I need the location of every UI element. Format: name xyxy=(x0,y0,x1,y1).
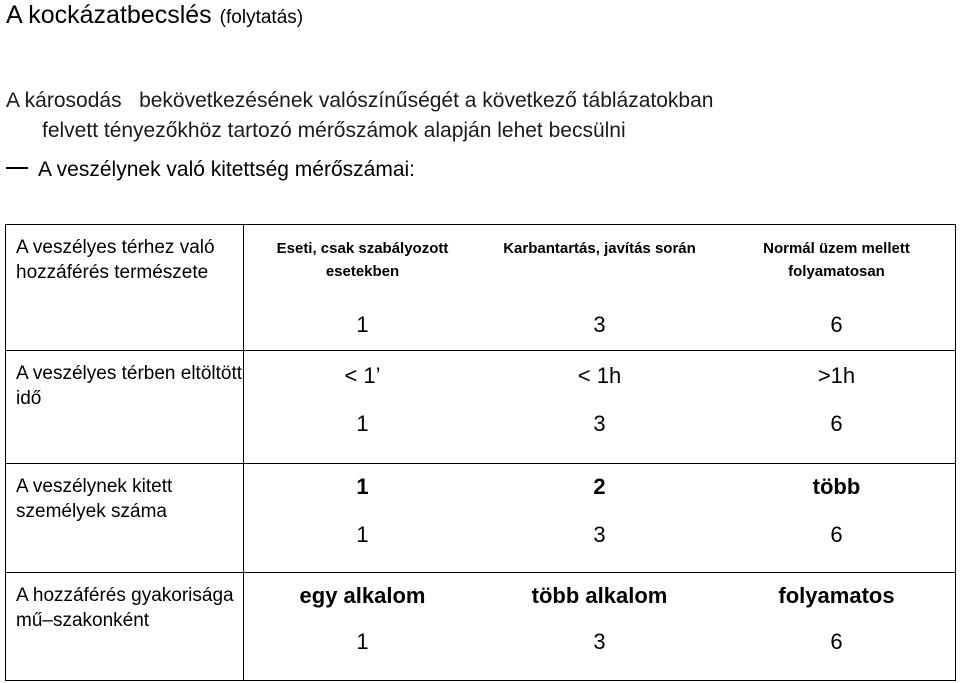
table-row xyxy=(6,464,956,573)
page-title xyxy=(6,0,303,33)
row-values xyxy=(244,225,956,351)
table-row xyxy=(6,573,956,681)
option-value: < 1h xyxy=(577,363,622,388)
option-header: Karbantartás, javítás során xyxy=(503,240,696,257)
score-value: 3 xyxy=(593,629,606,654)
score-value: 6 xyxy=(830,629,843,654)
row-values xyxy=(244,464,956,573)
row-label: A veszélynek kitett személyek száma xyxy=(6,464,244,573)
score-value: 3 xyxy=(593,411,606,436)
dash-bullet-icon xyxy=(6,167,28,169)
option-value: egy alkalom xyxy=(299,583,426,608)
intro-paragraph xyxy=(6,86,946,146)
option-header: Normál üzem mellett folyamatosan xyxy=(763,240,910,280)
score-value: 6 xyxy=(830,411,843,436)
option-value: 1 xyxy=(356,474,369,499)
row-label: A hozzáférés gyakorisága mű–szakonként xyxy=(6,573,244,681)
score-row xyxy=(244,625,955,655)
option-value: >1h xyxy=(817,363,856,388)
score-value: 3 xyxy=(593,312,606,337)
row-label: A veszélyes térben eltöltött idő xyxy=(6,351,244,464)
bullet-text: A veszélynek való kitettség mérőszámai: xyxy=(38,158,415,181)
score-value: 6 xyxy=(830,522,843,547)
option-header: Eseti, csak szabályozott esetekben xyxy=(276,240,449,280)
option-headers xyxy=(244,225,955,297)
title-main: A kockázatbecslés xyxy=(6,1,212,29)
row-label: A veszélyes térhez való hozzáférés természete xyxy=(6,225,244,351)
paragraph-line-1: A károsodás bekövetkezésének valószínűségét a következő táblázatokban xyxy=(6,89,714,112)
option-value: folyamatos xyxy=(778,583,895,608)
paragraph-line-2: felvett tényezőkhöz tartozó mérőszámok alapján lehet becsülni xyxy=(42,119,626,142)
score-row xyxy=(244,518,955,548)
score-value: 1 xyxy=(356,312,369,337)
title-subtitle: (folytatás) xyxy=(219,7,304,28)
score-value: 1 xyxy=(356,411,369,436)
option-value: több xyxy=(812,474,861,499)
bullet-item xyxy=(6,155,415,185)
exposure-table xyxy=(5,224,956,681)
option-row xyxy=(244,573,955,625)
row-values xyxy=(244,351,956,464)
row-values xyxy=(244,573,956,681)
table-row xyxy=(6,225,956,351)
table-row xyxy=(6,351,956,464)
score-value: 6 xyxy=(830,312,843,337)
score-row xyxy=(244,297,955,338)
option-value: 2 xyxy=(593,474,606,499)
score-value: 1 xyxy=(356,629,369,654)
option-value: több alkalom xyxy=(531,583,668,608)
option-row xyxy=(244,464,955,518)
option-row xyxy=(244,351,955,407)
score-row xyxy=(244,407,955,437)
score-value: 3 xyxy=(593,522,606,547)
option-value: < 1’ xyxy=(344,363,381,388)
score-value: 1 xyxy=(356,522,369,547)
